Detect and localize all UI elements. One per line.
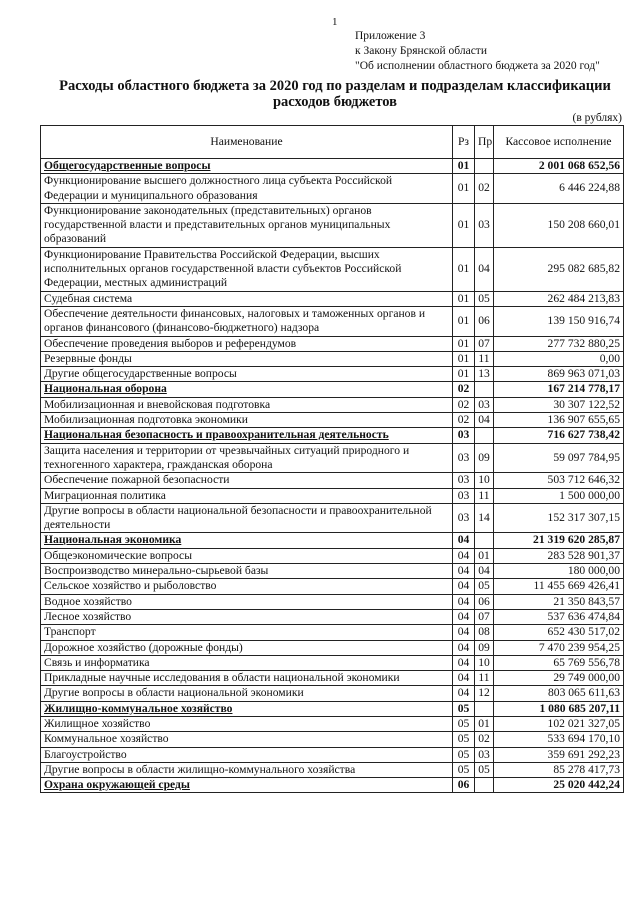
row-name: Жилищное хозяйство — [41, 716, 453, 731]
row-section-code: 04 — [453, 594, 475, 609]
row-name: Другие общегосударственные вопросы — [41, 367, 453, 382]
row-amount: 295 082 685,82 — [494, 247, 624, 291]
row-amount: 652 430 517,02 — [494, 625, 624, 640]
row-name: Общегосударственные вопросы — [41, 159, 453, 174]
row-subsection-code: 06 — [475, 306, 494, 336]
units-note: (в рублях) — [572, 112, 622, 124]
row-name: Мобилизационная подготовка экономики — [41, 413, 453, 428]
row-name: Лесное хозяйство — [41, 609, 453, 624]
row-amount: 2 001 068 652,56 — [494, 159, 624, 174]
table-row — [41, 203, 624, 247]
row-section-code: 05 — [453, 762, 475, 777]
row-amount: 503 712 646,32 — [494, 473, 624, 488]
row-section-code: 01 — [453, 336, 475, 351]
row-amount: 102 021 327,05 — [494, 716, 624, 731]
row-subsection-code: 12 — [475, 686, 494, 701]
row-subsection-code: 11 — [475, 671, 494, 686]
row-amount: 277 732 880,25 — [494, 336, 624, 351]
row-name: Связь и информатика — [41, 655, 453, 670]
table-row — [41, 336, 624, 351]
row-section-code: 05 — [453, 701, 475, 716]
row-section-code: 03 — [453, 488, 475, 503]
row-amount: 1 500 000,00 — [494, 488, 624, 503]
row-subsection-code: 07 — [475, 336, 494, 351]
row-amount: 30 307 122,52 — [494, 397, 624, 412]
row-section-code: 04 — [453, 625, 475, 640]
document-title: Расходы областного бюджета за 2020 год по разделам и подразделам классификации расходов бюджетов — [59, 78, 611, 110]
row-name: Общеэкономические вопросы — [41, 548, 453, 563]
section-row — [41, 778, 624, 793]
table-row — [41, 671, 624, 686]
table-row — [41, 306, 624, 336]
row-section-code: 01 — [453, 291, 475, 306]
row-section-code: 04 — [453, 533, 475, 548]
row-amount: 21 319 620 285,87 — [494, 533, 624, 548]
page-number: 1 — [332, 16, 338, 28]
table-row — [41, 732, 624, 747]
row-subsection-code — [475, 159, 494, 174]
row-amount: 152 317 307,15 — [494, 503, 624, 533]
table-row — [41, 351, 624, 366]
table-row — [41, 594, 624, 609]
table-row — [41, 716, 624, 731]
row-name: Функционирование высшего должностного лица субъекта Российской Федерации и муниципального образования — [41, 174, 453, 204]
row-subsection-code: 06 — [475, 594, 494, 609]
row-subsection-code: 03 — [475, 397, 494, 412]
row-name: Воспроизводство минерально-сырьевой базы — [41, 564, 453, 579]
section-row — [41, 382, 624, 397]
row-name: Национальная безопасность и правоохранительная деятельность — [41, 428, 453, 443]
section-row — [41, 428, 624, 443]
row-section-code: 03 — [453, 503, 475, 533]
section-row — [41, 533, 624, 548]
header-pr: Пр — [475, 126, 494, 159]
row-subsection-code: 04 — [475, 413, 494, 428]
row-name: Судебная система — [41, 291, 453, 306]
row-name: Транспорт — [41, 625, 453, 640]
row-section-code: 01 — [453, 351, 475, 366]
row-section-code: 01 — [453, 203, 475, 247]
header-name: Наименование — [41, 126, 453, 159]
row-name: Функционирование законодательных (представительных) органов государственной власти и представительных органов муниципальных образований — [41, 203, 453, 247]
section-row — [41, 701, 624, 716]
row-section-code: 06 — [453, 778, 475, 793]
table-row — [41, 747, 624, 762]
row-subsection-code: 14 — [475, 503, 494, 533]
table-row — [41, 762, 624, 777]
row-section-code: 04 — [453, 548, 475, 563]
appendix-note — [355, 29, 600, 74]
row-subsection-code: 11 — [475, 351, 494, 366]
table-row — [41, 473, 624, 488]
row-section-code: 04 — [453, 564, 475, 579]
budget-table — [40, 125, 624, 793]
row-name: Обеспечение деятельности финансовых, налоговых и таможенных органов и органов финансового (финансово-бюджетного) надзора — [41, 306, 453, 336]
row-section-code: 01 — [453, 174, 475, 204]
section-row — [41, 159, 624, 174]
row-name: Миграционная политика — [41, 488, 453, 503]
row-amount: 150 208 660,01 — [494, 203, 624, 247]
table-row — [41, 488, 624, 503]
table-row — [41, 413, 624, 428]
row-section-code: 02 — [453, 397, 475, 412]
table-header-row — [41, 126, 624, 159]
row-name: Охрана окружающей среды — [41, 778, 453, 793]
row-subsection-code: 05 — [475, 762, 494, 777]
row-subsection-code: 10 — [475, 655, 494, 670]
row-section-code: 04 — [453, 655, 475, 670]
appendix-line: к Закону Брянской области — [355, 45, 487, 57]
row-section-code: 04 — [453, 579, 475, 594]
row-amount: 29 749 000,00 — [494, 671, 624, 686]
row-section-code: 05 — [453, 732, 475, 747]
row-section-code: 01 — [453, 306, 475, 336]
row-name: Дорожное хозяйство (дорожные фонды) — [41, 640, 453, 655]
row-subsection-code: 02 — [475, 732, 494, 747]
table-row — [41, 625, 624, 640]
row-amount: 167 214 778,17 — [494, 382, 624, 397]
row-amount: 85 278 417,73 — [494, 762, 624, 777]
row-name: Водное хозяйство — [41, 594, 453, 609]
table-row — [41, 579, 624, 594]
row-amount: 1 080 685 207,11 — [494, 701, 624, 716]
row-name: Коммунальное хозяйство — [41, 732, 453, 747]
row-name: Обеспечение пожарной безопасности — [41, 473, 453, 488]
row-amount: 21 350 843,57 — [494, 594, 624, 609]
row-section-code: 05 — [453, 716, 475, 731]
table-row — [41, 247, 624, 291]
row-subsection-code: 01 — [475, 716, 494, 731]
row-amount: 537 636 474,84 — [494, 609, 624, 624]
table-row — [41, 655, 624, 670]
row-amount: 262 484 213,83 — [494, 291, 624, 306]
row-amount: 7 470 239 954,25 — [494, 640, 624, 655]
row-name: Другие вопросы в области жилищно-коммунального хозяйства — [41, 762, 453, 777]
row-name: Прикладные научные исследования в области национальной экономики — [41, 671, 453, 686]
row-section-code: 04 — [453, 671, 475, 686]
table-row — [41, 564, 624, 579]
row-name: Другие вопросы в области национальной экономики — [41, 686, 453, 701]
row-subsection-code: 05 — [475, 579, 494, 594]
row-section-code: 03 — [453, 443, 475, 473]
row-subsection-code: 02 — [475, 174, 494, 204]
table-row — [41, 640, 624, 655]
appendix-line: Приложение 3 — [355, 30, 426, 42]
row-name: Национальная оборона — [41, 382, 453, 397]
row-section-code: 01 — [453, 367, 475, 382]
table-row — [41, 503, 624, 533]
row-amount: 65 769 556,78 — [494, 655, 624, 670]
row-subsection-code — [475, 533, 494, 548]
row-amount: 0,00 — [494, 351, 624, 366]
row-subsection-code — [475, 701, 494, 716]
table-row — [41, 397, 624, 412]
row-section-code: 01 — [453, 247, 475, 291]
row-name: Резервные фонды — [41, 351, 453, 366]
row-section-code: 02 — [453, 413, 475, 428]
row-subsection-code — [475, 382, 494, 397]
row-subsection-code: 03 — [475, 203, 494, 247]
header-rz: Рз — [453, 126, 475, 159]
row-subsection-code: 01 — [475, 548, 494, 563]
row-name: Защита населения и территории от чрезвычайных ситуаций природного и техногенного характера, гражданская оборона — [41, 443, 453, 473]
row-amount: 716 627 738,42 — [494, 428, 624, 443]
row-subsection-code: 09 — [475, 443, 494, 473]
row-section-code: 01 — [453, 159, 475, 174]
row-amount: 283 528 901,37 — [494, 548, 624, 563]
table-row — [41, 367, 624, 382]
row-section-code: 02 — [453, 382, 475, 397]
row-subsection-code — [475, 778, 494, 793]
row-subsection-code: 11 — [475, 488, 494, 503]
row-amount: 180 000,00 — [494, 564, 624, 579]
table-body — [41, 159, 624, 793]
row-subsection-code: 13 — [475, 367, 494, 382]
row-section-code: 04 — [453, 686, 475, 701]
table-row — [41, 174, 624, 204]
table-row — [41, 443, 624, 473]
row-amount: 59 097 784,95 — [494, 443, 624, 473]
row-name: Функционирование Правительства Российской Федерации, высших исполнительных органов государственной власти субъектов Российской Федерации, местных администраций — [41, 247, 453, 291]
row-name: Сельское хозяйство и рыболовство — [41, 579, 453, 594]
row-name: Обеспечение проведения выборов и референдумов — [41, 336, 453, 351]
row-name: Другие вопросы в области национальной безопасности и правоохранительной деятельности — [41, 503, 453, 533]
row-amount: 869 963 071,03 — [494, 367, 624, 382]
row-amount: 11 455 669 426,41 — [494, 579, 624, 594]
row-amount: 139 150 916,74 — [494, 306, 624, 336]
row-section-code: 04 — [453, 609, 475, 624]
table-row — [41, 609, 624, 624]
table-row — [41, 291, 624, 306]
row-amount: 803 065 611,63 — [494, 686, 624, 701]
row-name: Благоустройство — [41, 747, 453, 762]
row-subsection-code — [475, 428, 494, 443]
row-subsection-code: 09 — [475, 640, 494, 655]
row-amount: 359 691 292,23 — [494, 747, 624, 762]
table-row — [41, 686, 624, 701]
row-amount: 136 907 655,65 — [494, 413, 624, 428]
row-subsection-code: 05 — [475, 291, 494, 306]
row-section-code: 03 — [453, 473, 475, 488]
row-section-code: 03 — [453, 428, 475, 443]
row-name: Национальная экономика — [41, 533, 453, 548]
row-subsection-code: 10 — [475, 473, 494, 488]
row-subsection-code: 07 — [475, 609, 494, 624]
table-row — [41, 548, 624, 563]
appendix-line: "Об исполнении областного бюджета за 2020 год" — [355, 60, 600, 72]
row-name: Жилищно-коммунальное хозяйство — [41, 701, 453, 716]
row-amount: 533 694 170,10 — [494, 732, 624, 747]
row-subsection-code: 04 — [475, 247, 494, 291]
row-section-code: 04 — [453, 640, 475, 655]
row-subsection-code: 03 — [475, 747, 494, 762]
row-amount: 6 446 224,88 — [494, 174, 624, 204]
row-subsection-code: 08 — [475, 625, 494, 640]
row-name: Мобилизационная и вневойсковая подготовка — [41, 397, 453, 412]
row-amount: 25 020 442,24 — [494, 778, 624, 793]
row-subsection-code: 04 — [475, 564, 494, 579]
header-sum: Кассовое исполнение — [494, 126, 624, 159]
row-section-code: 05 — [453, 747, 475, 762]
